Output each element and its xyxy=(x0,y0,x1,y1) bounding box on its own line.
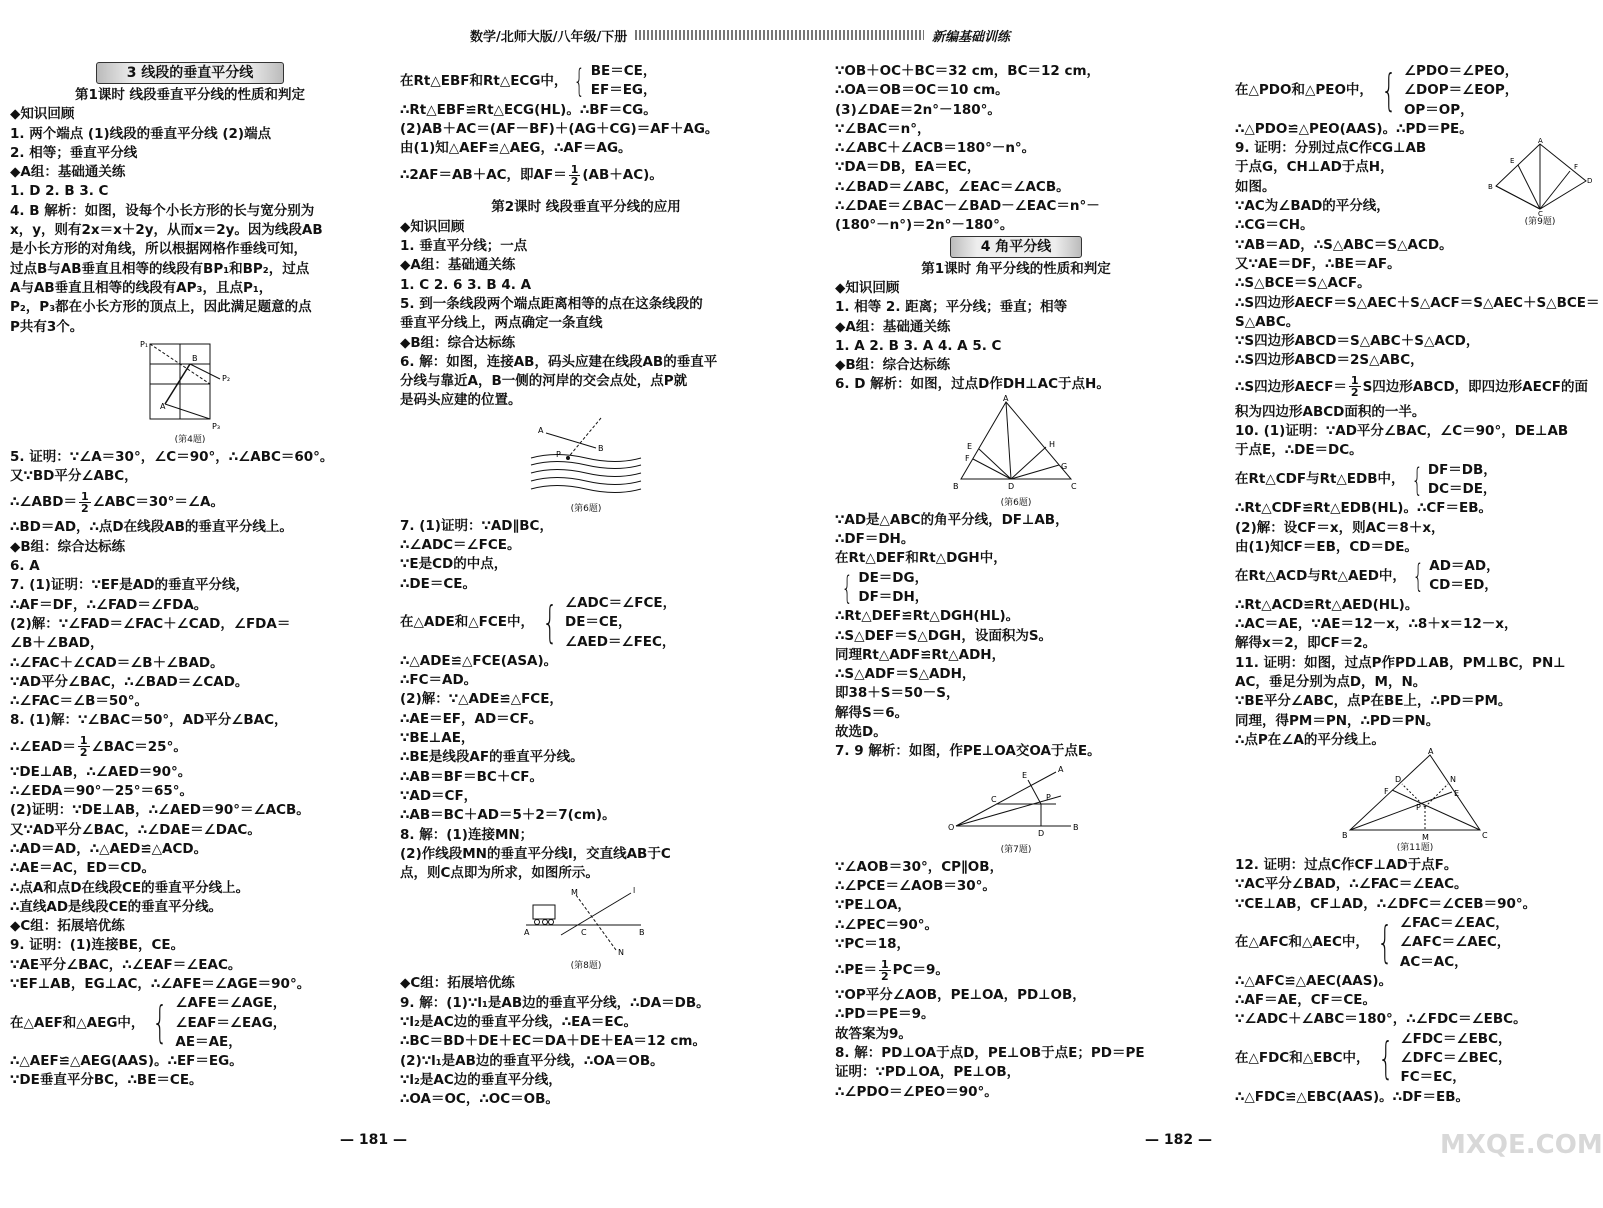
svg-text:C: C xyxy=(581,928,587,938)
svg-text:D: D xyxy=(1008,481,1015,491)
text-line: ∴PD＝PE＝9。 xyxy=(835,1006,935,1023)
text-line: ∴Rt△CDF≌Rt△EDB(HL)。∴CF＝EB。 xyxy=(1235,500,1492,517)
text-line: ∴点P在∠A的平分线上。 xyxy=(1235,731,1385,748)
text-line: 由(1)知CF＝EB，CD＝DE。 xyxy=(1235,538,1418,555)
text-line: ∴AD＝AD，∴△AED≌△ACD。 xyxy=(10,840,208,857)
svg-text:M: M xyxy=(1422,833,1429,843)
text-line: 9. 解：(1)∵l₁是AB边的垂直平分线，∴DA＝DB。 xyxy=(400,994,710,1011)
svg-text:B: B xyxy=(953,481,959,491)
text-line: 1. C 2. 6 3. B 4. A xyxy=(400,276,532,293)
lesson-title: 第2课时 线段垂直平分线的应用 xyxy=(491,199,681,216)
figure-4 xyxy=(10,339,370,446)
figure-caption: (第6题) xyxy=(570,503,602,514)
text-line: ∴△ADE≌△FCE(ASA)。 xyxy=(400,652,558,669)
text-line: ∵DE⊥AB，∴∠AED＝90°。 xyxy=(10,763,192,780)
problem-9-block xyxy=(1235,139,1595,235)
svg-text:B: B xyxy=(1487,183,1493,192)
svg-text:F: F xyxy=(1384,787,1389,797)
text-line: (2)作线段MN的垂直平分线l，交直线AB于C xyxy=(400,845,671,862)
text-line: 11. 证明：如图，过点P作PD⊥AB，PM⊥BC，PN⊥ xyxy=(1235,654,1566,671)
column-1 xyxy=(10,62,370,1091)
svg-text:G: G xyxy=(1061,461,1068,471)
page-header xyxy=(470,24,1010,46)
text-line: ∴∠BAD＝∠ABC，∠EAC＝∠ACB。 xyxy=(835,178,1070,195)
header-divider xyxy=(635,30,924,40)
figure-11 xyxy=(1235,747,1595,854)
text-line: ∴S四边形ABCD＝2S△ABC， xyxy=(1235,352,1424,369)
svg-text:B: B xyxy=(639,928,645,938)
text-line: 7. 9 解析：如图，作PE⊥OA交OA于点E。 xyxy=(835,743,1101,760)
text-line: ∴S四边形AECF＝ $\frac{1}{2}$ S四边形ABCD，即四边形AECF的面 xyxy=(1235,374,1588,400)
text-line: ∴△AFC≌△AEC(AAS)。 xyxy=(1235,972,1393,989)
figure-caption: (第4题) xyxy=(174,434,206,445)
text-line: ∴BE是线段AF的垂直平分线。 xyxy=(400,749,584,766)
svg-text:P: P xyxy=(1416,803,1421,813)
text-line: 解得S＝6。 xyxy=(835,704,909,721)
text-line: ∴AE＝AC，ED＝CD。 xyxy=(10,860,155,877)
svg-text:N: N xyxy=(618,948,624,958)
text-line: 同理Rt△ADF≌Rt△ADH， xyxy=(835,646,1006,663)
text-line: 1. 垂直平分线；一点 xyxy=(400,238,528,255)
text-line: ∴∠DAE＝∠BAC－∠BAD－∠EAC＝n°－ xyxy=(835,198,1100,215)
text-line: ∴∠PDO＝∠PEO＝90°。 xyxy=(835,1083,998,1100)
text-line: 1. 两个端点 (1)线段的垂直平分线 (2)端点 xyxy=(10,125,272,142)
text-line: ∵PC＝18， xyxy=(835,935,910,952)
text-line: 积为四边形ABCD面积的一半。 xyxy=(1235,403,1426,420)
angle-diagram xyxy=(946,764,1086,844)
svg-text:A: A xyxy=(1003,393,1009,403)
text-line: ∵OB＋OC＋BC＝32 cm，BC＝12 cm， xyxy=(835,63,1101,79)
text-line: ∵∠BAC＝n°， xyxy=(835,120,931,137)
text-line: ∵AC平分∠BAD，∴∠FAC＝∠EAC。 xyxy=(1235,876,1468,893)
text-line: 9. 证明：(1)连接BE，CE。 xyxy=(10,937,185,954)
text-line: ∵AB＝AD，∴S△ABC＝S△ACD。 xyxy=(1235,236,1453,253)
figure-8 xyxy=(400,885,772,972)
text-line: ∵DE垂直平分BC，∴BE＝CE。 xyxy=(10,1072,203,1089)
text-line: 证明：∵PD⊥OA，PE⊥OB， xyxy=(835,1064,1021,1081)
text-line: 9. 证明：分别过点C作CG⊥AB xyxy=(1235,140,1427,157)
text-line: ∵DA＝DB，EA＝EC， xyxy=(835,159,981,176)
grid-diagram xyxy=(130,339,250,434)
text-line: ∵AD是△ABC的角平分线，DF⊥AB， xyxy=(835,511,1069,528)
text-line: x，y，则有2x＝x＋2y，从而x＝2y。因为线段AB xyxy=(10,222,323,239)
text-line: ∴直线AD是线段CE的垂直平分线。 xyxy=(10,898,223,915)
text-line: ◆A组：基础通关练 xyxy=(400,257,516,274)
text-line: ∴PE＝ $\frac{1}{2}$ PC＝9。 xyxy=(835,957,949,983)
text-line: ∵AD＝CF， xyxy=(400,787,478,804)
text-line: ∴S△BCE＝S△ACF。 xyxy=(1235,275,1371,292)
text-line: ∴点A和点D在线段CE的垂直平分线上。 xyxy=(10,879,250,896)
text-line: 4. B 解析：如图，设每个小长方形的长与宽分别为 xyxy=(10,202,315,219)
text-line: ∵OP平分∠AOB，PE⊥OA，PD⊥OB， xyxy=(835,987,1086,1004)
header-subject: 数学/北师大版/八年级/下册 xyxy=(470,29,628,45)
text-line: ∴∠FAC＋∠CAD＝∠B＋∠BAD。 xyxy=(10,654,224,671)
figure-6b xyxy=(835,393,1197,509)
lesson-title: 第1课时 角平分线的性质和判定 xyxy=(921,260,1111,277)
text-line: ∵l₂是AC边的垂直平分线， xyxy=(400,1071,562,1088)
text-line: (2)解：∵∠FAD＝∠FAC＋∠CAD，∠FDA＝ xyxy=(10,615,291,632)
svg-text:P: P xyxy=(556,449,561,459)
watermark-logo: MXQE.COM xyxy=(1440,1130,1603,1160)
text-line: (2)AB＋AC＝(AF－BF)＋(AG＋CG)＝AF＋AG。 xyxy=(400,120,719,137)
text-line: 分线与靠近A，B一侧的河岸的交会点处，点P就 xyxy=(400,373,688,390)
text-line: ∴∠PEC＝90°。 xyxy=(835,916,939,933)
equation-system: 在Rt△CDF与Rt△EDB中， { DF＝DB， DC＝DE， xyxy=(1235,460,1497,499)
svg-text:E: E xyxy=(1454,789,1460,799)
text-line: 8. 解：PD⊥OA于点D，PE⊥OB于点E；PD＝PE xyxy=(835,1044,1145,1061)
section-banner: 3 线段的垂直平分线 xyxy=(10,62,370,84)
column-4 xyxy=(1235,62,1600,1107)
svg-text:P₂: P₂ xyxy=(222,373,231,383)
text-line: 故选D。 xyxy=(835,724,887,741)
svg-text:C: C xyxy=(1482,831,1488,841)
svg-text:A: A xyxy=(1537,137,1543,146)
triangle-bisector-diagram xyxy=(1340,747,1490,843)
text-line: 由(1)知△AEF≌△AEG，∴AF＝AG。 xyxy=(400,140,632,157)
equation-system: 在△FDC和△EBC中， { ∠FDC＝∠EBC， ∠DFC＝∠BEC， FC＝EC， xyxy=(1235,1030,1512,1086)
text-line: 故答案为9。 xyxy=(835,1025,912,1042)
text-line: 又∵AE＝DF，∴BE＝AF。 xyxy=(1235,255,1401,272)
text-line: ∠B＋∠BAD， xyxy=(10,635,104,652)
svg-text:A: A xyxy=(524,928,530,938)
text-line: 是小长方形的对角线，所以根据网格作垂线可知， xyxy=(10,241,307,258)
text-line: ∴∠ADC＝∠FCE。 xyxy=(400,537,521,554)
page-number-left: — 181 — xyxy=(340,1132,407,1148)
text-line: ∴∠ABD＝ $\frac{1}{2}$ ∠ABC＝30°＝∠A。 xyxy=(10,489,224,515)
text-line: ∴△FDC≌△EBC(AAS)。∴DF＝EB。 xyxy=(1235,1088,1470,1105)
svg-text:P₁: P₁ xyxy=(140,339,149,349)
text-line: 又∵BD平分∠ABC， xyxy=(10,468,138,485)
svg-text:E: E xyxy=(967,441,973,451)
text-line: 1. 相等 2. 距离；平分线；垂直；相等 xyxy=(835,299,1068,316)
equation-system: 在Rt△EBF和Rt△ECG中， { BE＝CE， EF＝EG， xyxy=(400,62,657,101)
text-line: ∵BE平分∠ABC，点P在BE上，∴PD＝PM。 xyxy=(1235,693,1512,710)
text-line: ◆A组：基础通关练 xyxy=(10,164,126,181)
text-line: ∴AE＝EF，AD＝CF。 xyxy=(400,710,543,727)
text-line: ∴∠EDA＝90°－25°＝65°。 xyxy=(10,783,193,800)
text-line: ◆B组：综合达标练 xyxy=(835,357,951,374)
text-line: ∵AD平分∠BAC，∴∠BAD＝∠CAD。 xyxy=(10,673,249,690)
text-line: 是码头应建的位置。 xyxy=(400,392,522,409)
truck-diagram xyxy=(521,885,651,960)
quadrilateral-diagram xyxy=(1487,137,1593,219)
svg-text:B: B xyxy=(192,353,198,363)
text-line: ◆B组：综合达标练 xyxy=(10,538,126,555)
text-line: ∴S四边形AECF＝S△AEC＋S△ACF＝S△AEC＋S△BCE＝ xyxy=(1235,294,1600,311)
svg-text:E: E xyxy=(1022,770,1028,780)
text-line: 8. (1)解：∵∠BAC＝50°，AD平分∠BAC， xyxy=(10,712,288,729)
svg-text:H: H xyxy=(1049,439,1056,449)
equation-system: 在△ADE和△FCE中， { ∠ADC＝∠FCE， DE＝CE， ∠AED＝∠FEC， xyxy=(400,594,677,650)
river-diagram xyxy=(526,413,646,503)
svg-text:F: F xyxy=(965,453,970,463)
text-line: ∴OA＝OC，∴OC＝OB。 xyxy=(400,1091,559,1108)
text-line: S△ABC。 xyxy=(1235,313,1300,330)
equation-system: 在△PDO和△PEO中， { ∠PDO＝∠PEO， ∠DOP＝∠EOP， OP＝OP， xyxy=(1235,63,1519,118)
text-line: 6. 解：如图，连接AB，码头应建在线段AB的垂直平 xyxy=(400,353,718,370)
svg-text:C: C xyxy=(1071,481,1077,491)
text-line: 在Rt△DEF和Rt△DGH中， xyxy=(835,550,1007,567)
text-line: ∴BC＝BD＋DE＋EC＝DA＋DE＋EA＝12 cm。 xyxy=(400,1033,706,1050)
text-line: 又∵AD平分∠BAC，∴∠DAE＝∠DAC。 xyxy=(10,821,261,838)
text-line: ◆C组：拓展培优练 xyxy=(10,918,125,935)
svg-text:D: D xyxy=(1395,775,1402,785)
text-line: 解得x＝2，即CF＝2。 xyxy=(1235,635,1377,652)
text-line: 6. A xyxy=(10,558,40,575)
text-line: ∵EF⊥AB，EG⊥AC，∴∠AFE＝∠AGE＝90°。 xyxy=(10,975,311,992)
svg-text:C: C xyxy=(1537,210,1543,219)
section-banner: 4 角平分线 xyxy=(835,236,1197,258)
text-line: AC，垂足分别为点D，M，N。 xyxy=(1235,673,1427,690)
text-line: ∴∠EAD＝ $\frac{1}{2}$ ∠BAC＝25°。 xyxy=(10,734,187,760)
svg-text:P: P xyxy=(1046,792,1051,802)
equation-system: 在Rt△ACD与Rt△AED中， { AD＝AD， CD＝ED， xyxy=(1235,557,1500,596)
text-line: ∵AC为∠BAD的平分线， xyxy=(1235,198,1390,215)
column-2 xyxy=(400,62,772,1109)
text-line: ∵CE⊥AB，CF⊥AD，∴∠DFC＝∠CEB＝90°。 xyxy=(1235,895,1537,912)
text-line: ∴AB＝BF＝BC＋CF。 xyxy=(400,768,543,785)
svg-text:P₃: P₃ xyxy=(212,421,221,431)
figure-9 xyxy=(1485,137,1595,233)
figure-caption: (第8题) xyxy=(570,961,602,972)
text-line: ∴∠FAC＝∠B＝50°。 xyxy=(10,693,148,710)
text-line: ∴FC＝AD。 xyxy=(400,672,478,689)
text-line: (2)证明：∵DE⊥AB，∴∠AED＝90°＝∠ACB。 xyxy=(10,802,310,819)
text-line: ∵E是CD的中点， xyxy=(400,556,508,573)
text-line: ◆知识回顾 xyxy=(400,218,465,235)
svg-text:D: D xyxy=(1038,828,1045,838)
text-line: 12. 证明：过点C作CF⊥AD于点F。 xyxy=(1235,857,1458,874)
svg-text:B: B xyxy=(1342,831,1348,841)
text-line: ∴BD＝AD，∴点D在线段AB的垂直平分线上。 xyxy=(10,519,293,536)
text-line: 2. 相等；垂直平分线 xyxy=(10,144,138,161)
text-line: 1. A 2. B 3. A 4. A 5. C xyxy=(835,337,1002,354)
text-line: A与AB垂直且相等的线段有AP₃，且点P₁， xyxy=(10,279,273,296)
figure-7 xyxy=(835,764,1197,856)
text-line: ◆知识回顾 xyxy=(10,106,75,123)
text-line: 7. (1)证明：∵AD∥BC， xyxy=(400,517,553,534)
text-line: P₂，P₃都在小长方形的顶点上，因此满足题意的点 xyxy=(10,299,312,316)
text-line: ∵S四边形ABCD＝S△ABC＋S△ACD， xyxy=(1235,333,1480,350)
svg-text:B: B xyxy=(598,443,604,453)
figure-caption: (第9题) xyxy=(1524,217,1556,228)
text-line: 于点G，CH⊥AD于点H， xyxy=(1235,159,1394,176)
text-line: 8. 解：(1)连接MN； xyxy=(400,826,534,843)
figure-caption: (第11题) xyxy=(1396,843,1434,854)
text-line: ∴DF＝DH。 xyxy=(835,531,915,548)
text-line: ∴OA＝OB＝OC＝10 cm。 xyxy=(835,82,1009,99)
text-line: ∴△AEF≌△AEG(AAS)。∴EF＝EG。 xyxy=(10,1053,243,1070)
svg-text:C: C xyxy=(991,794,997,804)
text-line: ∴∠PCE＝∠AOB＝30°。 xyxy=(835,877,996,894)
text-line: 如图。 xyxy=(1235,178,1276,195)
text-line: 垂直平分线上，两点确定一条直线 xyxy=(400,315,603,332)
figure-6 xyxy=(400,413,772,515)
figure-caption: (第6题) xyxy=(1000,497,1032,508)
svg-text:B: B xyxy=(1073,822,1079,832)
text-line: (3)∠DAE＝2n°－180°。 xyxy=(835,101,1001,118)
text-line: ◆A组：基础通关练 xyxy=(835,318,951,335)
text-line: ∵BE⊥AE， xyxy=(400,730,475,747)
equation-system: 在△AEF和△AEG中， { ∠AFE＝∠AGE， ∠EAF＝∠EAG， AE＝AE， xyxy=(10,995,287,1050)
text-line: ∴Rt△EBF≌Rt△ECG(HL)。∴BF＝CG。 xyxy=(400,101,657,118)
text-line: ∵∠ADC＋∠ABC＝180°，∴∠FDC＝∠EBC。 xyxy=(1235,1011,1527,1028)
text-line: 于点E，∴DE＝DC。 xyxy=(1235,442,1363,459)
text-line: ∴AB＝BC＋AD＝5＋2＝7(cm)。 xyxy=(400,807,616,824)
text-line: (2)解：∵△ADE≌△FCE， xyxy=(400,691,563,708)
text-line: ◆知识回顾 xyxy=(835,279,900,296)
text-line: 1. D 2. B 3. C xyxy=(10,183,109,200)
svg-text:N: N xyxy=(1450,775,1456,785)
svg-text:A: A xyxy=(1428,747,1434,757)
page-number-right: — 182 — xyxy=(1145,1132,1212,1148)
text-line: (2)解：设CF＝x，则AC＝8＋x， xyxy=(1235,519,1445,536)
header-brand: 新编基础训练 xyxy=(931,29,1010,45)
text-line: ∴AF＝AE，CF＝CE。 xyxy=(1235,992,1376,1009)
text-line: ∴Rt△ACD≌Rt△AED(HL)。 xyxy=(1235,596,1419,613)
text-line: P共有3个。 xyxy=(10,318,84,335)
svg-text:A: A xyxy=(160,401,166,411)
svg-text:A: A xyxy=(1058,764,1064,774)
text-line: ∴AF＝DF，∴∠FAD＝∠FDA。 xyxy=(10,596,208,613)
svg-text:M: M xyxy=(571,888,578,898)
text-line: (2)∵l₁是AB边的垂直平分线，∴OA＝OB。 xyxy=(400,1052,664,1069)
svg-text:D: D xyxy=(1586,177,1592,186)
svg-text:A: A xyxy=(538,425,544,435)
text-line: 同理，得PM＝PN，∴PD＝PN。 xyxy=(1235,712,1440,729)
column-3 xyxy=(835,62,1197,1102)
svg-text:F: F xyxy=(1573,163,1578,172)
text-line: ∴△PDO≌△PEO(AAS)。∴PD＝PE。 xyxy=(1235,120,1473,137)
text-line: ◆B组：综合达标练 xyxy=(400,334,516,351)
triangle-diagram xyxy=(951,393,1081,497)
equation-system: 在△AFC和△AEC中， { ∠FAC＝∠EAC， ∠AFC＝∠AEC， AC＝AC， xyxy=(1235,914,1511,970)
text-line: ∴2AF＝AB＋AC，即AF＝ $\frac{1}{2}$ (AB＋AC)。 xyxy=(400,162,663,188)
text-line: ∴S△DEF＝S△DGH，设面积为S。 xyxy=(835,627,1053,644)
text-line: 5. 证明：∵∠A＝30°，∠C＝90°，∴∠ABC＝60°。 xyxy=(10,448,334,465)
text-line: 过点B与AB垂直且相等的线段有BP₁和BP₂，过点 xyxy=(10,260,310,277)
text-line: ∴CG＝CH。 xyxy=(1235,217,1314,234)
text-line: 7. (1)证明：∵EF是AD的垂直平分线， xyxy=(10,577,249,594)
text-line: ∴Rt△DEF≌Rt△DGH(HL)。 xyxy=(835,608,1020,625)
text-line: 5. 到一条线段两个端点距离相等的点在这条线段的 xyxy=(400,295,703,312)
figure-caption: (第7题) xyxy=(1000,844,1032,855)
svg-text:l: l xyxy=(633,886,636,896)
text-line: ∵l₂是AC边的垂直平分线，∴EA＝EC。 xyxy=(400,1013,637,1030)
text-line: 10. (1)证明：∵AD平分∠BAC，∠C＝90°，DE⊥AB xyxy=(1235,423,1569,440)
text-line: ∴AC＝AE，∵AE＝12－x，∴8＋x＝12－x， xyxy=(1235,616,1518,633)
text-line: ∵PE⊥OA， xyxy=(835,897,911,914)
text-line: ∴∠ABC＋∠ACB＝180°－n°。 xyxy=(835,140,1036,157)
text-line: (180°－n°)＝2n°－180°。 xyxy=(835,217,1014,234)
text-line: ∴S△ADF＝S△ADH， xyxy=(835,666,976,683)
text-line: 6. D 解析：如图，过点D作DH⊥AC于点H。 xyxy=(835,376,1110,393)
text-line: ∴DE＝CE。 xyxy=(400,575,476,592)
equation-system: { DE＝DG， DF＝DH， xyxy=(841,568,929,607)
text-line: 点，则C点即为所求，如图所示。 xyxy=(400,865,599,882)
svg-text:E: E xyxy=(1509,157,1514,166)
text-line: ◆C组：拓展培优练 xyxy=(400,975,515,992)
text-line: 即38＋S＝50－S， xyxy=(835,685,960,702)
lesson-title: 第1课时 线段垂直平分线的性质和判定 xyxy=(74,87,306,103)
text-line: ∵AE平分∠BAC，∴∠EAF＝∠EAC。 xyxy=(10,956,242,973)
text-line: ∵∠AOB＝30°，CP∥OB， xyxy=(835,858,1004,875)
svg-text:O: O xyxy=(948,822,955,832)
